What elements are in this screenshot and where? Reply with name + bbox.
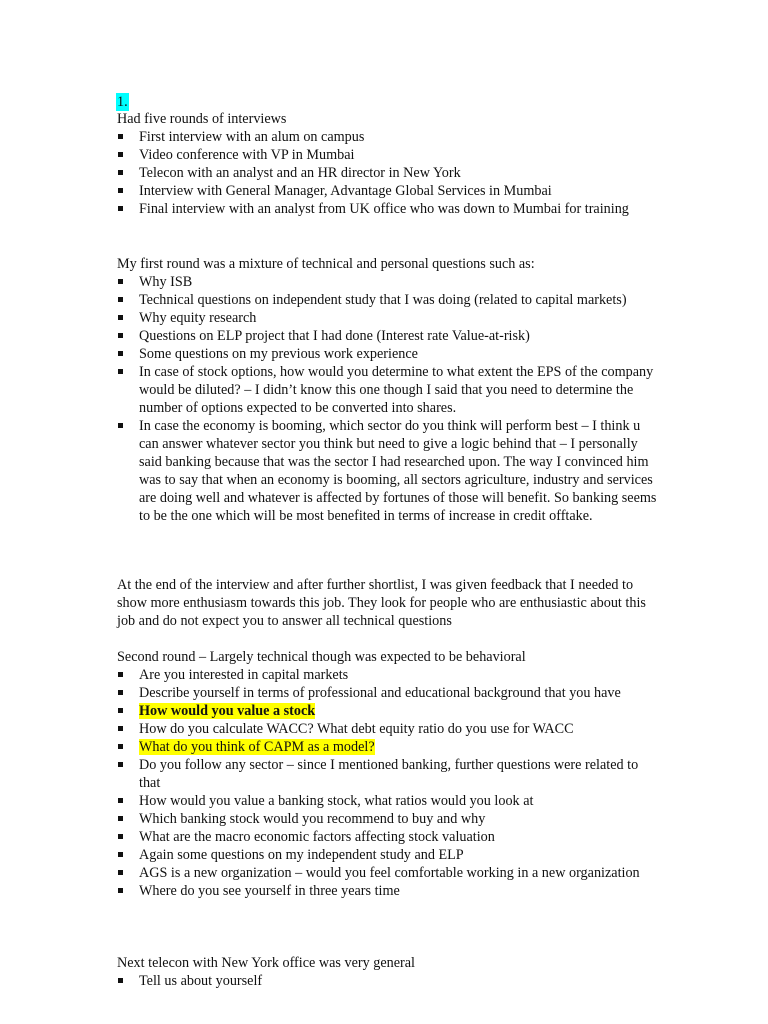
list-item: How would you value a banking stock, what ratios would you look at xyxy=(117,792,657,810)
list-item: How do you calculate WACC? What debt equity ratio do you use for WACC xyxy=(117,720,657,738)
list-item: In case of stock options, how would you determine to what extent the EPS of the company would be diluted? – I didn’t know this one though I said that you need to determine the number of options expected to be converted into shares. xyxy=(117,363,657,417)
section-intro: My first round was a mixture of technical and personal questions such as: xyxy=(117,256,535,272)
bullet-list xyxy=(117,972,657,990)
list-item: Again some questions on my independent study and ELP xyxy=(117,846,657,864)
list-item: Describe yourself in terms of professional and educational background that you have xyxy=(117,684,657,702)
highlighted-question: What do you think of CAPM as a model? xyxy=(139,739,375,755)
section-number-marker: 1. xyxy=(117,94,128,110)
list-item: Some questions on my previous work experience xyxy=(117,345,657,363)
list-item: Telecon with an analyst and an HR director in New York xyxy=(117,164,657,182)
highlighted-question: How would you value a stock xyxy=(139,703,316,719)
list-item: What are the macro economic factors affecting stock valuation xyxy=(117,828,657,846)
list-item: Where do you see yourself in three years time xyxy=(117,882,657,900)
list-item xyxy=(117,738,657,756)
first-round-section xyxy=(117,255,657,525)
bullet-list xyxy=(117,273,657,525)
list-item: Tell us about yourself xyxy=(117,972,657,990)
section-intro: Had five rounds of interviews xyxy=(117,111,287,127)
list-item xyxy=(117,702,657,720)
list-item: Interview with General Manager, Advantage Global Services in Mumbai xyxy=(117,182,657,200)
bullet-list xyxy=(117,666,657,900)
interview-rounds-section xyxy=(117,110,657,218)
bullet-list xyxy=(117,128,657,218)
list-item: Are you interested in capital markets xyxy=(117,666,657,684)
feedback-paragraph: At the end of the interview and after further shortlist, I was given feedback that I needed to show more enthusiasm towards this job. They look for people who are enthusiastic about this job and do not expect you to answer all technical questions xyxy=(117,577,646,629)
list-item: Why ISB xyxy=(117,273,657,291)
list-item: Technical questions on independent study that I was doing (related to capital markets) xyxy=(117,291,657,309)
second-round-section xyxy=(117,648,657,900)
list-item: Do you follow any sector – since I mentioned banking, further questions were related to that xyxy=(117,756,657,792)
list-item: Questions on ELP project that I had done (Interest rate Value-at-risk) xyxy=(117,327,657,345)
list-item: Which banking stock would you recommend to buy and why xyxy=(117,810,657,828)
section-intro: Second round – Largely technical though was expected to be behavioral xyxy=(117,649,526,665)
list-item: AGS is a new organization – would you feel comfortable working in a new organization xyxy=(117,864,657,882)
feedback-section xyxy=(117,576,657,630)
list-item: Why equity research xyxy=(117,309,657,327)
list-item: First interview with an alum on campus xyxy=(117,128,657,146)
list-item: Video conference with VP in Mumbai xyxy=(117,146,657,164)
section-intro: Next telecon with New York office was very general xyxy=(117,955,415,971)
list-item: In case the economy is booming, which sector do you think will perform best – I think u can answer whatever sector you think but need to give a logic behind that – I personally said banking because that was the sector I had researched upon. The way I convinced him was to say that when an economy is booming, all sectors agriculture, industry and services are doing well and whatever is affected by fortunes of those will benefit. So banking seems to be the one which will be most benefited in terms of increase in credit offtake. xyxy=(117,417,657,525)
list-item: Final interview with an analyst from UK office who was down to Mumbai for training xyxy=(117,200,657,218)
new-york-telecon-section xyxy=(117,954,657,990)
